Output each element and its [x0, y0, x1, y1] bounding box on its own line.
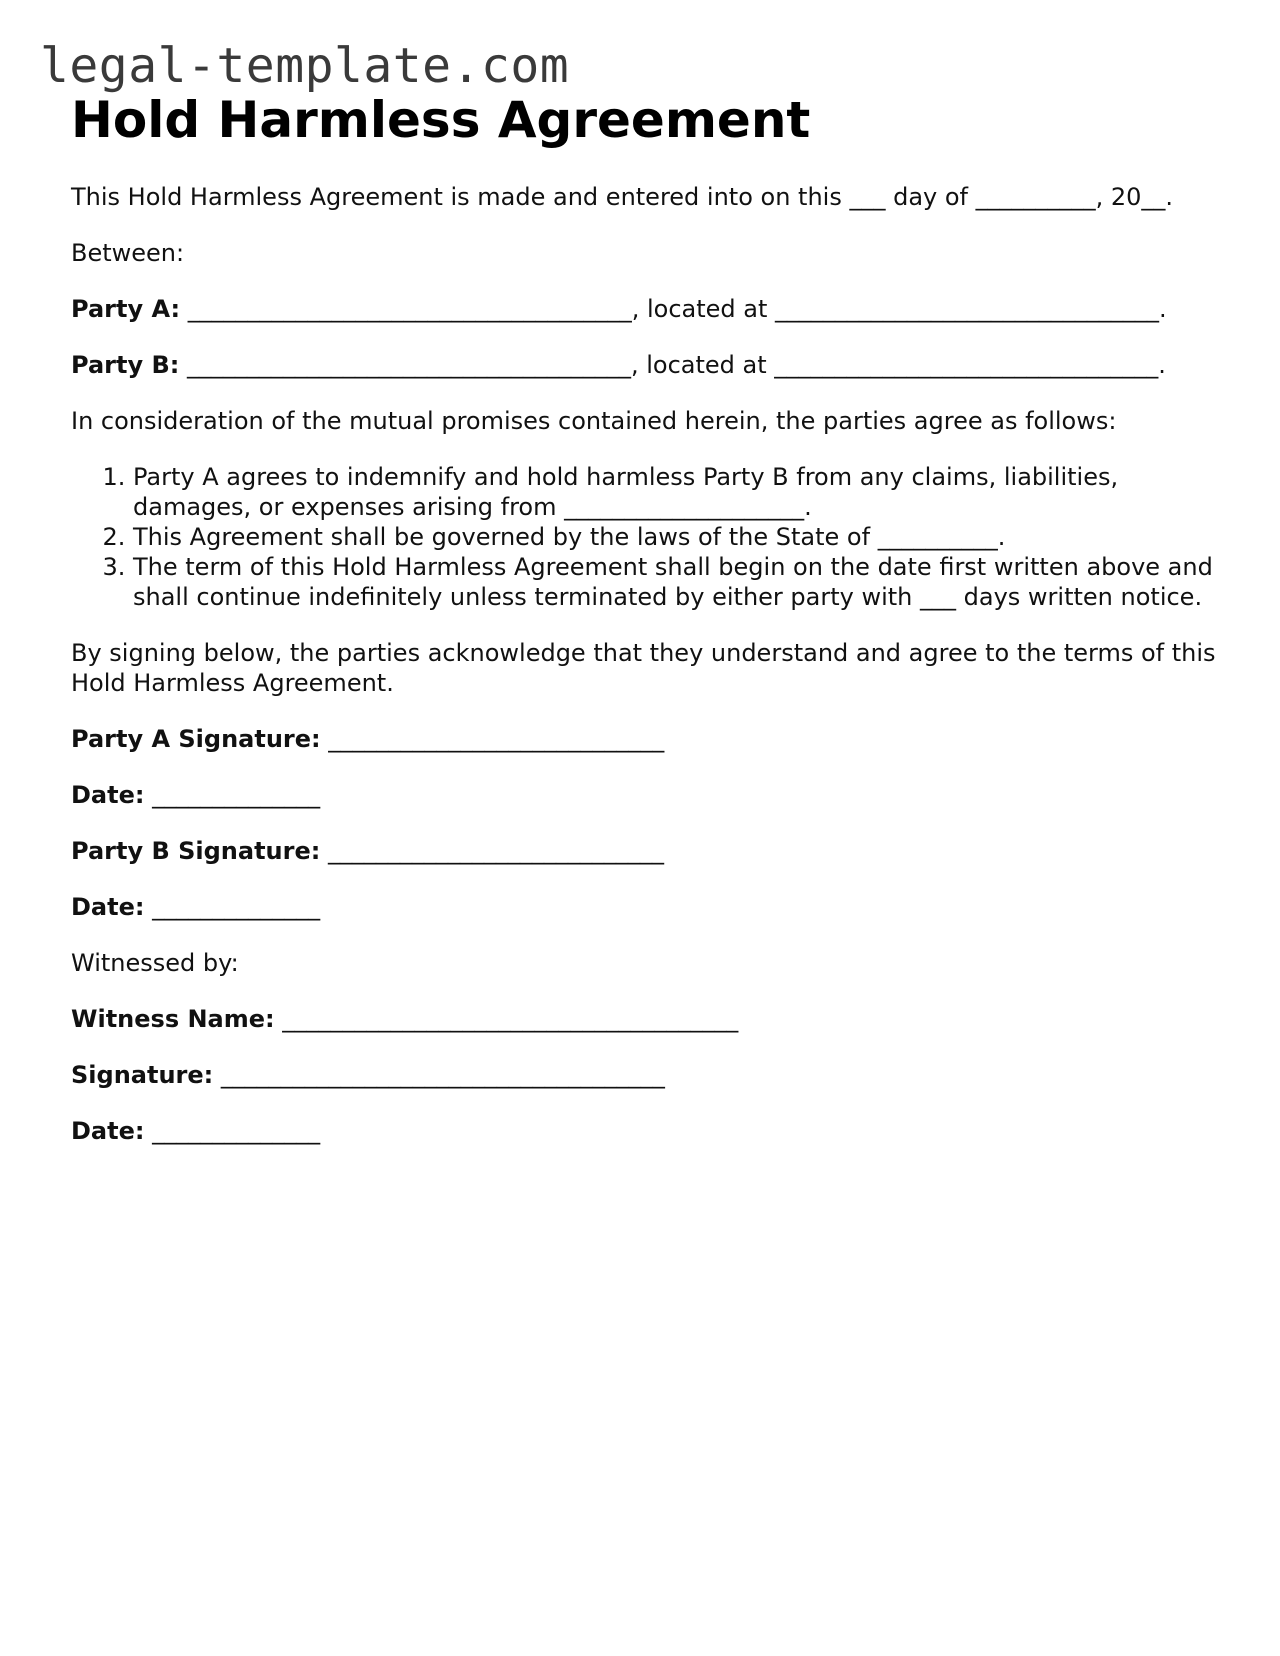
party-a-signature-label: Party A Signature:: [71, 725, 321, 753]
party-b-signature-line: ____________________________: [320, 837, 664, 865]
party-a-date-label: Date:: [71, 781, 145, 809]
party-b-signature-row: [71, 836, 1221, 866]
between-label: Between:: [71, 239, 185, 267]
clause-item: 3. The term of this Hold Harmless Agreement shall begin on the date first written above and shall continue indefinitely unless terminated by either party with ___ days written notice.: [133, 552, 1221, 612]
party-a-label: Party A:: [71, 295, 181, 323]
party-b-line: [71, 350, 1221, 380]
acknowledgement-paragraph: By signing below, the parties acknowledge that they understand and agree to the terms of this Hold Harmless Agreement.: [71, 639, 1216, 697]
witness-signature-label: Signature:: [71, 1061, 214, 1089]
party-b-label: Party B:: [71, 351, 180, 379]
party-b-date-line: ______________: [144, 893, 321, 921]
party-b-date-label: Date:: [71, 893, 145, 921]
party-a-signature-row: [71, 724, 1221, 754]
consideration-paragraph: In consideration of the mutual promises contained herein, the parties agree as follows:: [71, 407, 1117, 435]
watermark: legal-template.com: [40, 38, 570, 94]
witness-signature-row: [71, 1060, 1221, 1090]
clause-list: [71, 462, 1221, 612]
witnessed-by-label: Witnessed by:: [71, 949, 239, 977]
witness-name-line: ______________________________________: [274, 1005, 739, 1033]
party-b-date-row: [71, 892, 1221, 922]
party-a-date-line: ______________: [144, 781, 321, 809]
party-a-fields: _____________________________________, located at ________________________________.: [180, 295, 1167, 323]
witness-signature-line: _____________________________________: [213, 1061, 665, 1089]
party-b-fields: _____________________________________, located at ________________________________.: [179, 351, 1166, 379]
party-b-signature-label: Party B Signature:: [71, 837, 321, 865]
clause-item: 2. This Agreement shall be governed by the laws of the State of __________.: [133, 522, 1221, 552]
witness-date-row: [71, 1116, 1221, 1146]
witness-name-label: Witness Name:: [71, 1005, 275, 1033]
page-title: Hold Harmless Agreement: [71, 91, 811, 149]
party-a-date-row: [71, 780, 1221, 810]
witness-date-label: Date:: [71, 1117, 145, 1145]
clause-item: 1. Party A agrees to indemnify and hold harmless Party B from any claims, liabilities, damages, or expenses arising from ____________________.: [133, 462, 1221, 522]
party-a-signature-line: ____________________________: [320, 725, 665, 753]
intro-paragraph: This Hold Harmless Agreement is made and entered into on this ___ day of __________, 20__.: [71, 183, 1174, 211]
party-a-line: [71, 294, 1221, 324]
witness-date-line: ______________: [144, 1117, 321, 1145]
document-page: [71, 88, 1221, 1172]
witness-name-row: [71, 1004, 1221, 1034]
